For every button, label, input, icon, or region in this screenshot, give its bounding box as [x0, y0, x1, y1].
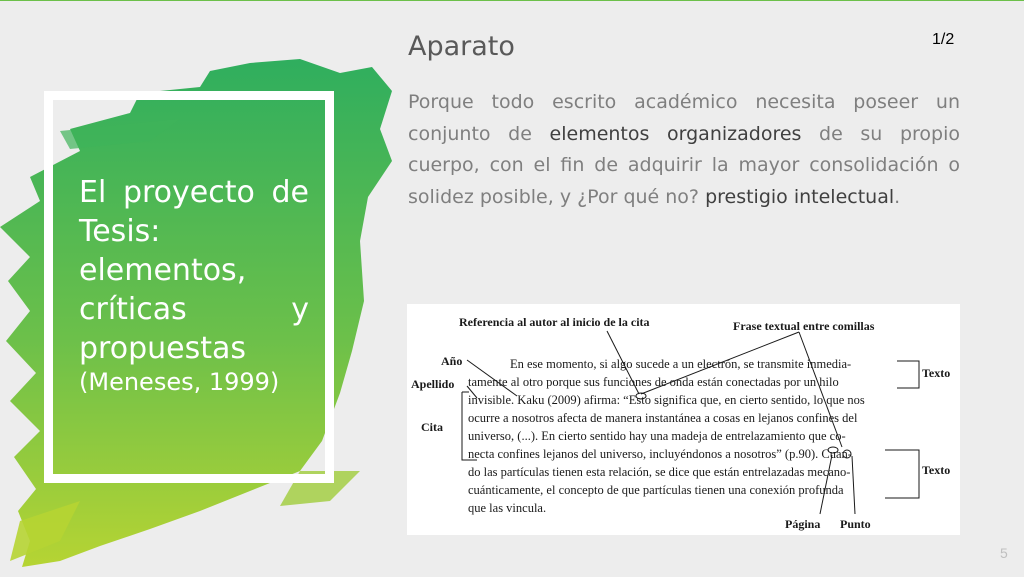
section-heading: Aparato: [408, 31, 515, 62]
figure-line-2: tamente al otro porque sus funciones de onda están conectadas por un hilo: [468, 375, 839, 389]
page-counter: 1/2: [932, 31, 955, 48]
paragraph-text-2: de su propio cuerpo, con el fin de adquirir la mayor consolidación o solidez posible, y ¿Por qué no?: [408, 122, 960, 208]
paragraph-text-1: Porque todo escrito académico necesita poseer un conjunto de: [408, 91, 960, 145]
label-punto: Punto: [840, 517, 871, 531]
figure-line-6: necta confines lejanos del universo, incluyéndonos a nosotros” (p.90). Cuan-: [468, 447, 852, 461]
label-frase-textual: Frase textual entre comillas: [733, 319, 875, 333]
slide-number: 5: [1000, 545, 1008, 561]
figure-line-4: ocurre a nosotros afecta de manera instantánea a cosas en lejanos confines del: [468, 411, 858, 425]
paragraph-emphasis-1: elementos organizadores: [549, 122, 802, 145]
figure-line-7: do las partículas tienen esta relación, se dice que están entrelazadas mecano-: [468, 465, 851, 479]
figure-line-3: invisible. Kaku (2009) afirma: “Esto significa que, en cierto sentido, lo que nos: [468, 393, 865, 407]
title-block: [79, 173, 309, 398]
citation-example-figure: [407, 304, 960, 535]
title-citation: (Meneses, 1999): [79, 368, 280, 396]
label-texto-1: Texto: [922, 366, 951, 380]
figure-line-1: En ese momento, si algo sucede a un electrón, se transmite inmedia-: [510, 357, 852, 371]
label-anio: Año: [441, 354, 463, 368]
figure-line-9: que las vincula.: [468, 501, 547, 515]
paragraph-emphasis-2: prestigio intelectual: [705, 185, 895, 208]
label-pagina: Página: [785, 517, 821, 531]
label-cita: Cita: [421, 420, 443, 434]
figure-line-8: cuánticamente, el concepto de que partículas tienen una conexión profunda: [468, 483, 844, 497]
body-paragraph: [408, 87, 960, 213]
slide-title: El proyecto de Tesis: elementos, críticas y propuestas: [79, 175, 309, 366]
label-texto-2: Texto: [922, 463, 951, 477]
figure-line-5: universo, (...). En cierto sentido hay una madeja de entrelazamiento que co-: [468, 429, 846, 443]
paragraph-text-3: .: [894, 185, 901, 208]
label-ref-author: Referencia al autor al inicio de la cita: [459, 315, 650, 329]
label-apellido: Apellido: [411, 377, 455, 391]
